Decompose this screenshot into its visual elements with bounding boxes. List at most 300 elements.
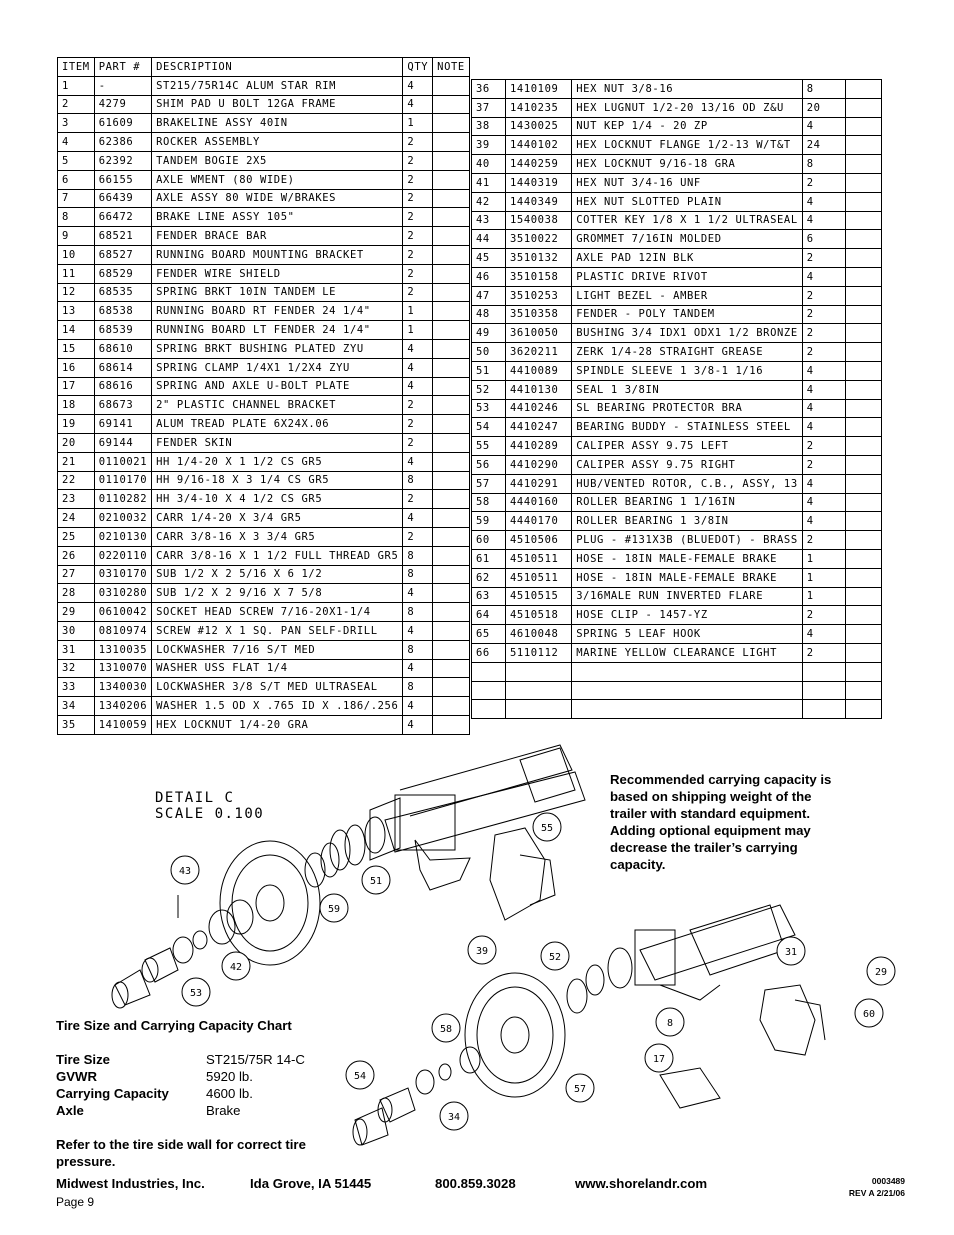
table-cell: SPRING 5 LEAF HOOK xyxy=(572,625,803,644)
table-cell: HEX LOCKNUT 1/4-20 GRA xyxy=(152,715,403,734)
table-cell: 37 xyxy=(472,98,506,117)
table-cell: 3510132 xyxy=(505,249,571,268)
table-cell: SPRING BRKT BUSHING PLATED ZYU xyxy=(152,339,403,358)
table-cell: 68527 xyxy=(94,245,151,264)
callout-number: 42 xyxy=(229,962,243,973)
table-cell: 66 xyxy=(472,643,506,662)
table-cell: 22 xyxy=(58,471,95,490)
table-cell: 14 xyxy=(58,321,95,340)
table-cell: 55 xyxy=(472,437,506,456)
table-cell: 43 xyxy=(472,211,506,230)
table-cell: 62386 xyxy=(94,133,151,152)
table-cell: 25 xyxy=(58,527,95,546)
table-cell: 61609 xyxy=(94,114,151,133)
table-cell: AXLE ASSY 80 WIDE W/BRAKES xyxy=(152,189,403,208)
callout-number: 17 xyxy=(652,1054,666,1065)
table-cell: 41 xyxy=(472,173,506,192)
table-cell: 68614 xyxy=(94,358,151,377)
table-cell: WASHER 1.5 OD X .765 ID X .186/.256 xyxy=(152,697,403,716)
table-cell: 2 xyxy=(403,433,433,452)
detail-title: DETAIL C xyxy=(155,790,235,806)
table-cell: 1 xyxy=(403,114,433,133)
table-cell: 1540038 xyxy=(505,211,571,230)
table-cell: 0210032 xyxy=(94,509,151,528)
table-cell: 4 xyxy=(403,697,433,716)
table-cell: 1440102 xyxy=(505,136,571,155)
table-cell: 3510358 xyxy=(505,305,571,324)
table-cell: 4510518 xyxy=(505,606,571,625)
table-cell: 4 xyxy=(802,493,845,512)
table-cell: 4279 xyxy=(94,95,151,114)
table-cell: SPRING CLAMP 1/4X1 1/2X4 ZYU xyxy=(152,358,403,377)
table-cell: HEX LOCKNUT FLANGE 1/2-13 W/T&T xyxy=(572,136,803,155)
callout-number: 43 xyxy=(178,866,192,877)
table-cell: 8 xyxy=(58,208,95,227)
table-cell: 31 xyxy=(58,640,95,659)
table-cell: 51 xyxy=(472,361,506,380)
table-cell: 1430025 xyxy=(505,117,571,136)
table-cell: HH 9/16-18 X 3 1/4 CS GR5 xyxy=(152,471,403,490)
table-cell: 4510511 xyxy=(505,568,571,587)
table-cell: 8 xyxy=(403,565,433,584)
table-cell: BUSHING 3/4 IDX1 ODX1 1/2 BRONZE xyxy=(572,324,803,343)
table-cell: MARINE YELLOW CLEARANCE LIGHT xyxy=(572,643,803,662)
axle-value: Brake xyxy=(206,1103,241,1118)
table-cell: 0220110 xyxy=(94,546,151,565)
tire-chart-row xyxy=(56,1051,305,1068)
callout-number: 53 xyxy=(189,988,203,999)
table-cell: 16 xyxy=(58,358,95,377)
table-cell: 4510511 xyxy=(505,549,571,568)
lower-assembly xyxy=(353,905,825,1145)
table-cell: 4 xyxy=(802,192,845,211)
table-cell: 19 xyxy=(58,415,95,434)
table-cell: 0310280 xyxy=(94,584,151,603)
callout-number: 54 xyxy=(353,1071,367,1082)
table-cell: 8 xyxy=(802,80,845,99)
callout-number: 8 xyxy=(666,1018,674,1029)
table-cell: 4 xyxy=(403,377,433,396)
table-cell: 4 xyxy=(403,659,433,678)
table-cell: 1310035 xyxy=(94,640,151,659)
table-cell: 52 xyxy=(472,380,506,399)
table-cell: 4510515 xyxy=(505,587,571,606)
table-cell: 3510253 xyxy=(505,286,571,305)
table-cell: HEX LUGNUT 1/2-20 13/16 OD Z&U xyxy=(572,98,803,117)
table-cell: 1310070 xyxy=(94,659,151,678)
table-cell: SHIM PAD U BOLT 12GA FRAME xyxy=(152,95,403,114)
table-cell: 8 xyxy=(403,678,433,697)
table-cell: AXLE PAD 12IN BLK xyxy=(572,249,803,268)
table-cell: 10 xyxy=(58,245,95,264)
table-cell: 4 xyxy=(802,361,845,380)
table-cell: 2 xyxy=(802,324,845,343)
document-number xyxy=(849,1175,905,1199)
table-cell: 8 xyxy=(403,546,433,565)
table-cell: - xyxy=(94,76,151,95)
table-cell: 4 xyxy=(802,399,845,418)
table-cell: 2 xyxy=(403,227,433,246)
table-cell: 0310170 xyxy=(94,565,151,584)
table-cell: 64 xyxy=(472,606,506,625)
table-cell: 0110282 xyxy=(94,490,151,509)
table-cell: 4410290 xyxy=(505,455,571,474)
table-cell: 4 xyxy=(403,509,433,528)
table-cell: HOSE - 18IN MALE-FEMALE BRAKE xyxy=(572,568,803,587)
table-cell: HEX NUT SLOTTED PLAIN xyxy=(572,192,803,211)
gvwr-label: GVWR xyxy=(56,1069,98,1084)
footer-website[interactable]: www.shorelandr.com xyxy=(575,1176,708,1191)
tire-chart-title: Tire Size and Carrying Capacity Chart xyxy=(56,1018,292,1033)
table-cell: 27 xyxy=(58,565,95,584)
table-cell: 2 xyxy=(802,606,845,625)
table-cell: 4 xyxy=(403,358,433,377)
table-cell: 68673 xyxy=(94,396,151,415)
table-cell: 9 xyxy=(58,227,95,246)
doc-number: 0003489 xyxy=(871,1176,905,1186)
table-cell: 4 xyxy=(802,117,845,136)
table-cell: 66155 xyxy=(94,170,151,189)
callout-number: 29 xyxy=(874,967,888,978)
table-cell: 2 xyxy=(403,283,433,302)
callout-number: 59 xyxy=(327,904,341,915)
table-cell: 46 xyxy=(472,267,506,286)
table-cell: 57 xyxy=(472,474,506,493)
table-cell: HH 3/4-10 X 4 1/2 CS GR5 xyxy=(152,490,403,509)
table-cell: 1 xyxy=(802,568,845,587)
table-cell: 0610042 xyxy=(94,603,151,622)
table-cell: 2 xyxy=(403,133,433,152)
column-header: ITEM xyxy=(58,58,95,77)
table-cell: AXLE WMENT (80 WIDE) xyxy=(152,170,403,189)
tire-size-value: ST215/75R 14-C xyxy=(206,1052,305,1067)
table-cell: 3620211 xyxy=(505,343,571,362)
table-cell: 4 xyxy=(802,418,845,437)
table-cell: 47 xyxy=(472,286,506,305)
table-cell: 38 xyxy=(472,117,506,136)
table-cell: 32 xyxy=(58,659,95,678)
callout-number: 55 xyxy=(540,823,554,834)
table-cell: 2 xyxy=(403,490,433,509)
table-cell: 4410246 xyxy=(505,399,571,418)
table-cell: HUB/VENTED ROTOR, C.B., ASSY, 13 xyxy=(572,474,803,493)
table-cell: ROLLER BEARING 1 3/8IN xyxy=(572,512,803,531)
table-cell: SPRING AND AXLE U-BOLT PLATE xyxy=(152,377,403,396)
table-cell: 4 xyxy=(802,625,845,644)
table-cell: 4 xyxy=(403,339,433,358)
table-cell: 2 xyxy=(802,249,845,268)
table-cell: 4 xyxy=(403,76,433,95)
table-cell: NUT KEP 1/4 - 20 ZP xyxy=(572,117,803,136)
table-cell: 58 xyxy=(472,493,506,512)
table-cell: 1 xyxy=(58,76,95,95)
table-cell: 23 xyxy=(58,490,95,509)
table-cell: FENDER - POLY TANDEM xyxy=(572,305,803,324)
table-cell: 2 xyxy=(802,643,845,662)
table-cell: 0210130 xyxy=(94,527,151,546)
table-cell: 2 xyxy=(403,189,433,208)
table-cell: 24 xyxy=(58,509,95,528)
column-header: NOTE xyxy=(433,58,470,77)
table-cell: BRAKE LINE ASSY 105" xyxy=(152,208,403,227)
table-cell: PLUG - #131X3B (BLUEDOT) - BRASS xyxy=(572,531,803,550)
footer-company: Midwest Industries, Inc. xyxy=(56,1176,205,1191)
table-cell: 62392 xyxy=(94,151,151,170)
column-header: QTY xyxy=(403,58,433,77)
table-cell: COTTER KEY 1/8 X 1 1/2 ULTRASEAL xyxy=(572,211,803,230)
table-cell: 2 xyxy=(802,531,845,550)
table-cell: 8 xyxy=(403,471,433,490)
table-cell: 3610050 xyxy=(505,324,571,343)
table-cell: 8 xyxy=(403,603,433,622)
tire-chart-row xyxy=(56,1068,305,1085)
table-cell: GROMMET 7/16IN MOLDED xyxy=(572,230,803,249)
table-cell: 2 xyxy=(802,343,845,362)
footer-city: Ida Grove, IA 51445 xyxy=(250,1176,372,1191)
table-cell: 4440170 xyxy=(505,512,571,531)
table-cell: 12 xyxy=(58,283,95,302)
table-cell: CALIPER ASSY 9.75 RIGHT xyxy=(572,455,803,474)
table-cell: 5110112 xyxy=(505,643,571,662)
callout-number: 51 xyxy=(369,876,383,887)
table-cell: 2 xyxy=(403,415,433,434)
column-header: PART # xyxy=(94,58,151,77)
table-cell: 13 xyxy=(58,302,95,321)
table-cell: BRAKELINE ASSY 40IN xyxy=(152,114,403,133)
table-cell: 4410089 xyxy=(505,361,571,380)
table-cell: 2 xyxy=(802,305,845,324)
table-cell: RUNNING BOARD LT FENDER 24 1/4" xyxy=(152,321,403,340)
table-cell: FENDER SKIN xyxy=(152,433,403,452)
table-cell: FENDER BRACE BAR xyxy=(152,227,403,246)
table-cell: 68539 xyxy=(94,321,151,340)
table-cell: 2" PLASTIC CHANNEL BRACKET xyxy=(152,396,403,415)
table-cell: PLASTIC DRIVE RIVOT xyxy=(572,267,803,286)
table-cell: 68529 xyxy=(94,264,151,283)
tire-chart-row xyxy=(56,1085,305,1102)
table-cell: SUB 1/2 X 2 9/16 X 7 5/8 xyxy=(152,584,403,603)
table-cell: TANDEM BOGIE 2X5 xyxy=(152,151,403,170)
capacity-label: Carrying Capacity xyxy=(56,1086,169,1101)
table-cell: 68535 xyxy=(94,283,151,302)
footer-phone: 800.859.3028 xyxy=(435,1176,516,1191)
table-cell: 1410235 xyxy=(505,98,571,117)
table-cell: 1440259 xyxy=(505,155,571,174)
table-cell: 35 xyxy=(58,715,95,734)
table-cell: 2 xyxy=(802,173,845,192)
table-cell: 4 xyxy=(403,95,433,114)
capacity-note: Recommended carrying capacity is based on shipping weight of the trailer with standard equipment. Adding optional equipment may decrease the trailer’s carrying capacity. xyxy=(610,772,832,872)
table-cell: 26 xyxy=(58,546,95,565)
callout-number: 34 xyxy=(447,1112,461,1123)
table-cell: LOCKWASHER 3/8 S/T MED ULTRASEAL xyxy=(152,678,403,697)
table-cell: 69141 xyxy=(94,415,151,434)
pressure-note: Refer to the tire side wall for correct tire pressure. xyxy=(56,1137,306,1169)
table-cell: 11 xyxy=(58,264,95,283)
table-cell: 4 xyxy=(802,380,845,399)
table-cell: 0810974 xyxy=(94,621,151,640)
table-cell: RUNNING BOARD RT FENDER 24 1/4" xyxy=(152,302,403,321)
table-cell: 4510506 xyxy=(505,531,571,550)
table-cell: 5 xyxy=(58,151,95,170)
table-cell: WASHER USS FLAT 1/4 xyxy=(152,659,403,678)
detail-scale: SCALE 0.100 xyxy=(155,806,265,822)
table-cell: 29 xyxy=(58,603,95,622)
table-cell: 1410059 xyxy=(94,715,151,734)
table-cell: HEX NUT 3/8-16 xyxy=(572,80,803,99)
table-cell: CARR 1/4-20 X 3/4 GR5 xyxy=(152,509,403,528)
doc-revision: REV A 2/21/06 xyxy=(848,1188,905,1198)
table-cell: 2 xyxy=(403,208,433,227)
table-cell: 30 xyxy=(58,621,95,640)
table-cell: ROLLER BEARING 1 1/16IN xyxy=(572,493,803,512)
table-cell: 50 xyxy=(472,343,506,362)
table-cell: 2 xyxy=(403,396,433,415)
table-cell: 48 xyxy=(472,305,506,324)
table-cell: CARR 3/8-16 X 3 3/4 GR5 xyxy=(152,527,403,546)
table-cell: 63 xyxy=(472,587,506,606)
table-cell: ZERK 1/4-28 STRAIGHT GREASE xyxy=(572,343,803,362)
table-cell: 42 xyxy=(472,192,506,211)
table-cell: 68616 xyxy=(94,377,151,396)
table-cell: 8 xyxy=(802,155,845,174)
table-cell: 40 xyxy=(472,155,506,174)
table-cell: 62 xyxy=(472,568,506,587)
detail-label xyxy=(155,790,264,822)
table-cell: 2 xyxy=(403,151,433,170)
axle-label: Axle xyxy=(56,1103,84,1118)
table-cell: 69144 xyxy=(94,433,151,452)
table-cell: 3 xyxy=(58,114,95,133)
table-cell: 7 xyxy=(58,189,95,208)
table-cell: 1340030 xyxy=(94,678,151,697)
table-cell: 3510158 xyxy=(505,267,571,286)
table-cell: 4 xyxy=(802,267,845,286)
tire-size-label: Tire Size xyxy=(56,1052,110,1067)
table-cell: 6 xyxy=(802,230,845,249)
table-cell: FENDER WIRE SHIELD xyxy=(152,264,403,283)
table-cell: ALUM TREAD PLATE 6X24X.06 xyxy=(152,415,403,434)
table-cell: 2 xyxy=(403,264,433,283)
table-cell: 1 xyxy=(403,302,433,321)
table-cell: 2 xyxy=(403,245,433,264)
table-cell: 4440160 xyxy=(505,493,571,512)
table-cell: 66472 xyxy=(94,208,151,227)
table-cell: 4 xyxy=(403,621,433,640)
table-cell: BEARING BUDDY - STAINLESS STEEL xyxy=(572,418,803,437)
table-cell: 60 xyxy=(472,531,506,550)
table-cell: ROCKER ASSEMBLY xyxy=(152,133,403,152)
table-cell: 2 xyxy=(802,286,845,305)
table-cell: 1410109 xyxy=(505,80,571,99)
table-cell: CALIPER ASSY 9.75 LEFT xyxy=(572,437,803,456)
table-cell: SPRING BRKT 10IN TANDEM LE xyxy=(152,283,403,302)
table-cell: 65 xyxy=(472,625,506,644)
table-cell: HEX NUT 3/4-16 UNF xyxy=(572,173,803,192)
tire-chart-row xyxy=(56,1102,305,1119)
table-cell: 1440319 xyxy=(505,173,571,192)
table-cell: SL BEARING PROTECTOR BRA xyxy=(572,399,803,418)
table-cell: HH 1/4-20 X 1 1/2 CS GR5 xyxy=(152,452,403,471)
table-cell: HOSE - 18IN MALE-FEMALE BRAKE xyxy=(572,549,803,568)
table-cell: 20 xyxy=(802,98,845,117)
callout-number: 58 xyxy=(439,1024,453,1035)
table-cell: 2 xyxy=(58,95,95,114)
table-cell: 1340206 xyxy=(94,697,151,716)
table-cell: CARR 3/8-16 X 1 1/2 FULL THREAD GR5 xyxy=(152,546,403,565)
table-cell: 4 xyxy=(403,452,433,471)
table-cell: SEAL 1 3/8IN xyxy=(572,380,803,399)
table-cell: 36 xyxy=(472,80,506,99)
capacity-value: 4600 lb. xyxy=(206,1086,253,1101)
table-cell: 1 xyxy=(802,549,845,568)
table-cell: SOCKET HEAD SCREW 7/16-20X1-1/4 xyxy=(152,603,403,622)
table-cell: 4 xyxy=(802,474,845,493)
table-cell: SUB 1/2 X 2 5/16 X 6 1/2 xyxy=(152,565,403,584)
callout-number: 39 xyxy=(475,946,489,957)
table-cell: 56 xyxy=(472,455,506,474)
table-cell: 4410247 xyxy=(505,418,571,437)
table-cell: 61 xyxy=(472,549,506,568)
table-cell: 2 xyxy=(802,455,845,474)
table-cell: LIGHT BEZEL - AMBER xyxy=(572,286,803,305)
table-cell: ST215/75R14C ALUM STAR RIM xyxy=(152,76,403,95)
table-cell: 39 xyxy=(472,136,506,155)
table-cell: 34 xyxy=(58,697,95,716)
table-cell: 0110021 xyxy=(94,452,151,471)
table-cell: RUNNING BOARD MOUNTING BRACKET xyxy=(152,245,403,264)
table-cell: 6 xyxy=(58,170,95,189)
table-cell: 4610048 xyxy=(505,625,571,644)
callout-number: 52 xyxy=(548,952,562,963)
table-cell: 4410130 xyxy=(505,380,571,399)
table-cell: 45 xyxy=(472,249,506,268)
table-cell: 1 xyxy=(403,321,433,340)
table-cell: 68610 xyxy=(94,339,151,358)
table-cell: 68538 xyxy=(94,302,151,321)
table-cell: LOCKWASHER 7/16 S/T MED xyxy=(152,640,403,659)
table-cell: 3510022 xyxy=(505,230,571,249)
table-cell: HEX LOCKNUT 9/16-18 GRA xyxy=(572,155,803,174)
table-cell: 28 xyxy=(58,584,95,603)
table-cell: 1 xyxy=(802,587,845,606)
table-cell: 20 xyxy=(58,433,95,452)
table-cell: 4 xyxy=(403,584,433,603)
table-cell: 18 xyxy=(58,396,95,415)
gvwr-value: 5920 lb. xyxy=(206,1069,253,1084)
table-cell: 4410291 xyxy=(505,474,571,493)
table-cell: 17 xyxy=(58,377,95,396)
callout-number: 31 xyxy=(784,947,798,958)
table-cell: 66439 xyxy=(94,189,151,208)
table-cell: 33 xyxy=(58,678,95,697)
table-cell: 24 xyxy=(802,136,845,155)
table-cell: 4 xyxy=(58,133,95,152)
table-cell: SPINDLE SLEEVE 1 3/8-1 1/16 xyxy=(572,361,803,380)
callout-number: 57 xyxy=(573,1084,587,1095)
table-cell: 2 xyxy=(403,170,433,189)
table-cell: 21 xyxy=(58,452,95,471)
table-cell: 44 xyxy=(472,230,506,249)
table-cell: 1440349 xyxy=(505,192,571,211)
table-cell: 2 xyxy=(802,437,845,456)
callout-number: 60 xyxy=(862,1009,876,1020)
table-cell: 2 xyxy=(403,527,433,546)
table-cell: SCREW #12 X 1 SQ. PAN SELF-DRILL xyxy=(152,621,403,640)
table-cell: 15 xyxy=(58,339,95,358)
table-cell: 68521 xyxy=(94,227,151,246)
table-cell: 49 xyxy=(472,324,506,343)
